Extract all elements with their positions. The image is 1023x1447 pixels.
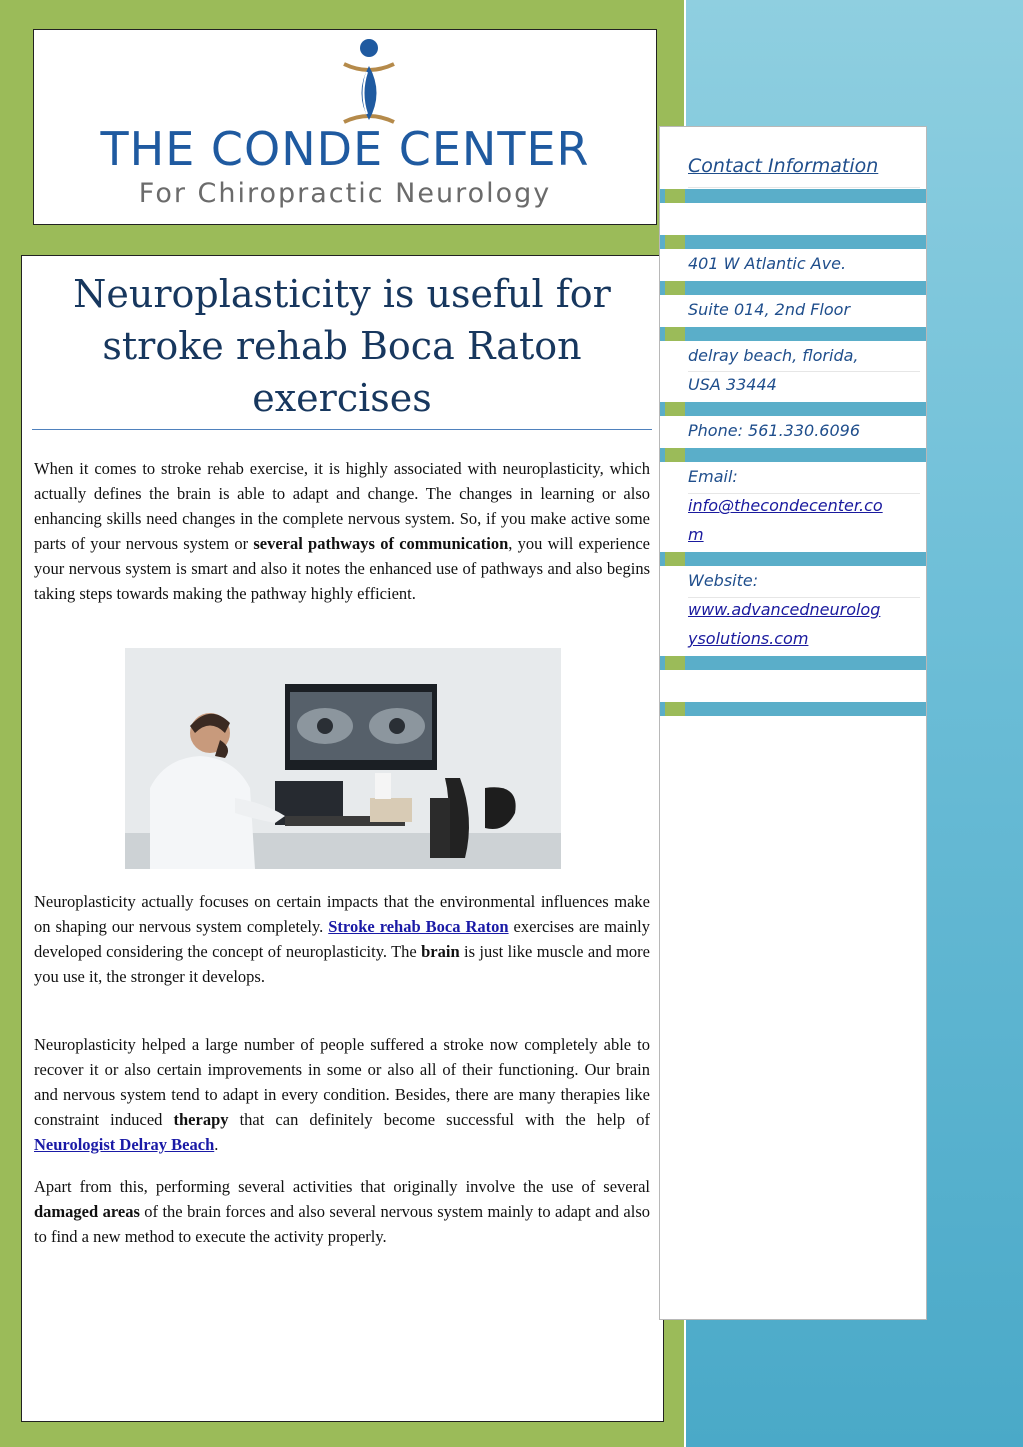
paragraph-2: [34, 889, 650, 989]
paragraph-1-bold: several pathways of communication: [253, 534, 509, 553]
paragraph-2-text-a: Neuroplasticity actually focuses on certain impacts that the environmental influences make on shaping our nervous system completely.: [34, 892, 650, 936]
article-panel: [21, 255, 664, 1422]
paragraph-4-text-a: Apart from this, performing several activities that originally involve the use of several: [34, 1177, 650, 1196]
paragraph-3-text-a: Neuroplasticity helped a large number of people suffered a stroke now completely able to recover it or also certain improvements in some or also all of their functioning. Our brain and nervous system tend to adapt in every condition. Besides, there are many therapies like constraint induced: [34, 1035, 650, 1129]
contact-strip: [660, 281, 926, 295]
stroke-rehab-link[interactable]: Stroke rehab Boca Raton: [328, 917, 509, 936]
contact-strip: [660, 656, 926, 670]
address-line-3: delray beach, florida,: [688, 346, 859, 365]
paragraph-1-text-b: , you will experience your nervous system is smart and also it notes the enhanced use of pathways and also begins taking steps towards making the pathway highly efficient.: [34, 534, 650, 603]
contact-panel: [659, 126, 927, 1320]
address-line-1: 401 W Atlantic Ave.: [688, 254, 847, 273]
paragraph-4-bold: damaged areas: [34, 1202, 140, 1221]
contact-strip: [660, 702, 926, 716]
contact-strip: [660, 327, 926, 341]
contact-divider: [688, 187, 920, 188]
contact-strip: [660, 552, 926, 566]
paragraph-1: [34, 456, 650, 606]
paragraph-3-bold: therapy: [173, 1110, 229, 1129]
paragraph-3: [34, 1032, 650, 1157]
email-link[interactable]: info@thecondecenter.co: [688, 496, 883, 515]
paragraph-4-text-b: of the brain forces and also several nervous system mainly to adapt and also to find a new method to execute the activity properly.: [34, 1202, 650, 1246]
contact-strip: [660, 235, 926, 249]
logo-banner: [33, 29, 657, 225]
contact-strip: [660, 402, 926, 416]
logo-mark-icon: [334, 36, 404, 126]
article-title: Neuroplasticity is useful for stroke rehab Boca Raton exercises: [73, 272, 611, 420]
address-line-4: USA 33444: [688, 375, 777, 394]
paragraph-1-text-a: When it comes to stroke rehab exercise, it is highly associated with neuroplasticity, which actually defines the brain is able to adapt and change. The changes in learning or also enhancing skills need changes in the complete nervous system. So, if you make active some parts of your nervous system or: [34, 459, 650, 553]
contact-strip: [660, 189, 926, 203]
clinic-photo: [125, 648, 561, 869]
contact-heading: Contact Information: [688, 155, 879, 177]
paragraph-3-text-b: that can definitely become successful with the help of: [228, 1110, 650, 1129]
phone-text: Phone: 561.330.6096: [688, 421, 861, 440]
logo-subtitle: For Chiropractic Neurology: [138, 178, 552, 209]
title-divider: [32, 429, 652, 430]
address-line-2: Suite 014, 2nd Floor: [688, 300, 851, 319]
website-link-continued[interactable]: ysolutions.com: [688, 629, 809, 648]
website-link[interactable]: www.advancedneurolog: [688, 600, 881, 619]
paragraph-3-text-c: .: [214, 1135, 219, 1154]
paragraph-2-bold: brain: [421, 942, 460, 961]
email-link-continued[interactable]: m: [688, 525, 704, 544]
paragraph-4: [34, 1174, 650, 1249]
contact-strip: [660, 448, 926, 462]
paragraph-2-text-b: exercises are mainly developed considering the concept of neuroplasticity. The: [34, 917, 650, 961]
neurologist-link[interactable]: Neurologist Delray Beach: [34, 1135, 215, 1154]
paragraph-2-text-c: is just like muscle and more you use it, the stronger it develops.: [34, 942, 650, 986]
website-label: Website:: [688, 571, 759, 590]
email-label: Email:: [688, 467, 738, 486]
logo-title: THE CONDE CENTER: [100, 122, 590, 176]
